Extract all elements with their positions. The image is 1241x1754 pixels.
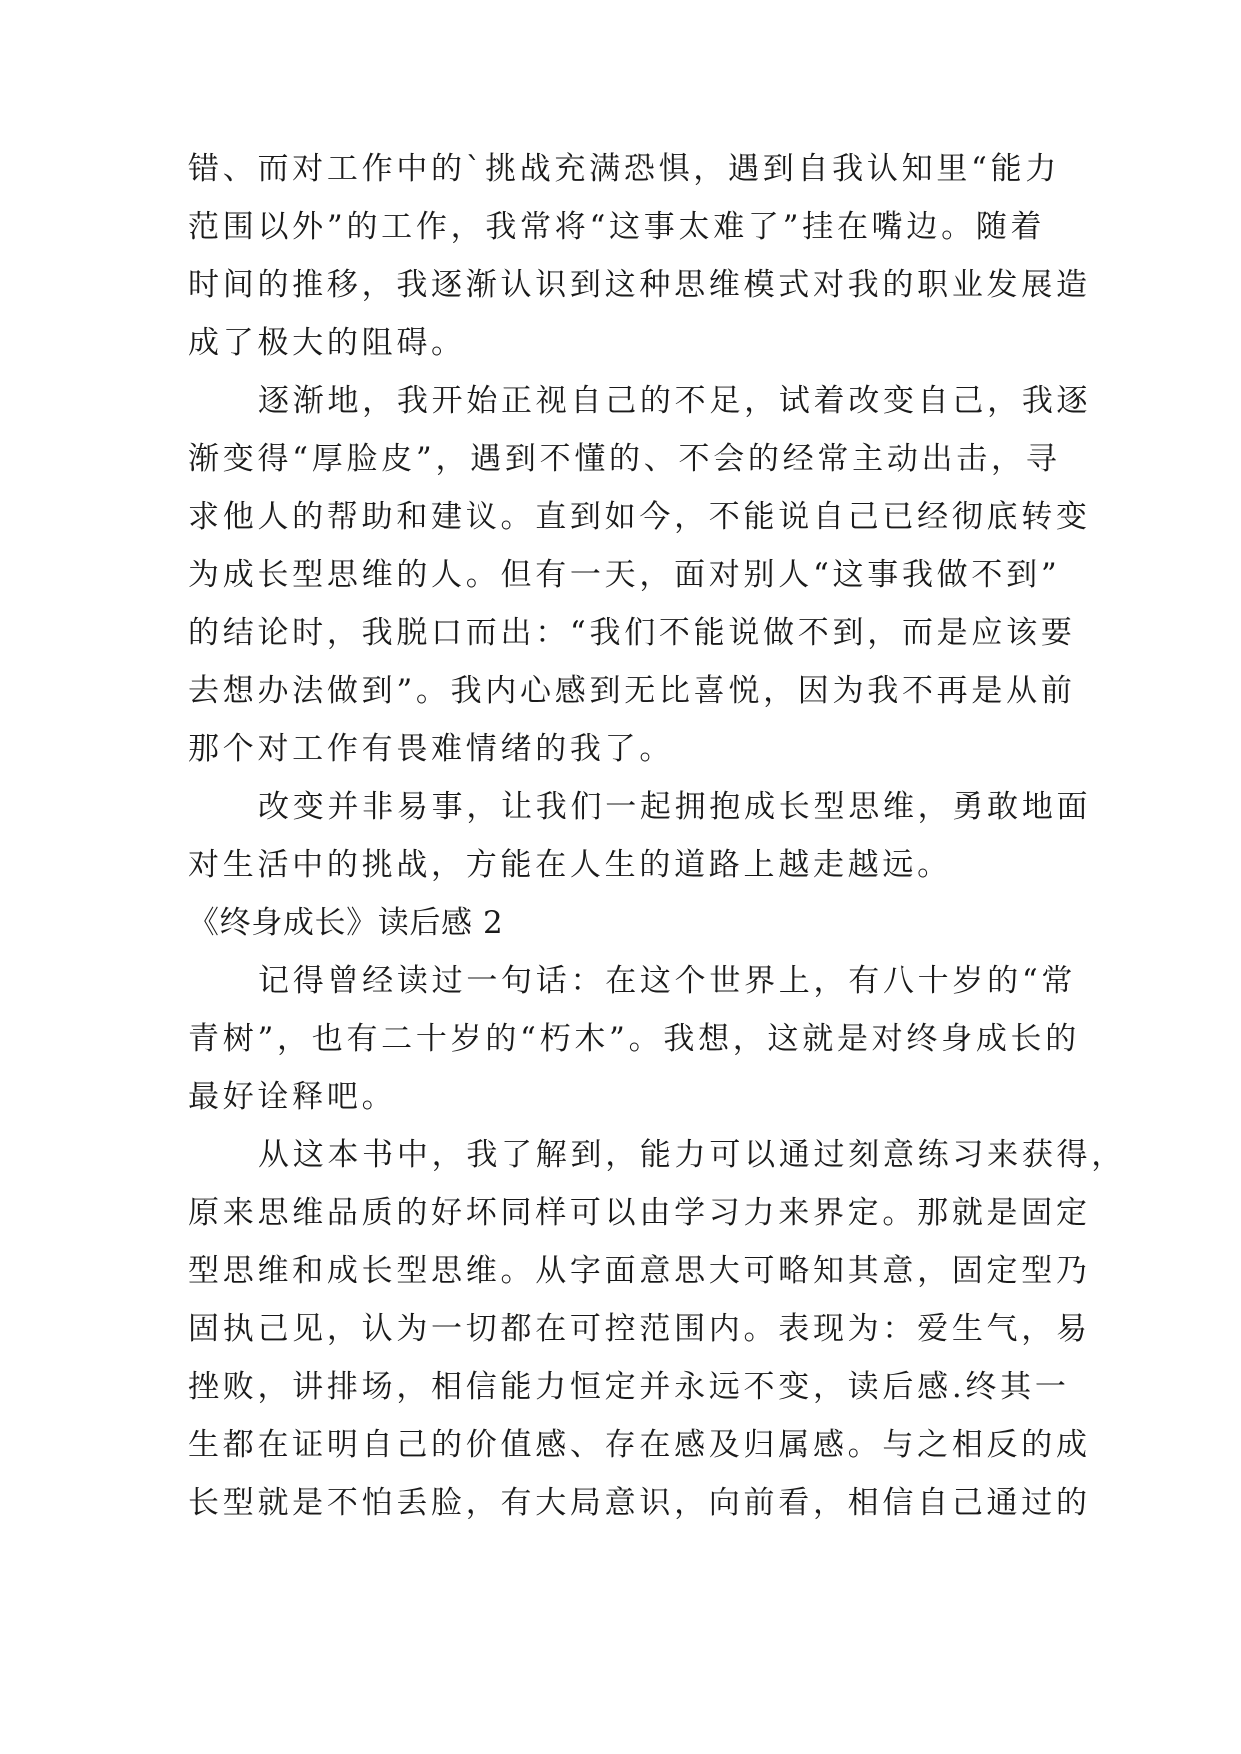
text-line: 最好诠释吧。: [188, 1079, 397, 1115]
paragraph-first-line: 逐渐地，我开始正视自己的不足，试着改变自己，我逐: [258, 383, 1092, 419]
paragraph-first-line: 记得曾经读过一句话：在这个世界上，有八十岁的“常: [258, 963, 1077, 999]
text-line: 青树”，也有二十岁的“朽木”。我想，这就是对终身成长的: [188, 1021, 1080, 1057]
text-line: 时间的推移，我逐渐认识到这种思维模式对我的职业发展造: [188, 267, 1091, 303]
text-line: 挫败，讲排场，相信能力恒定并永远不变，读后感.终其一: [188, 1369, 1070, 1405]
document-body: [188, 140, 1126, 1532]
text-line: 范围以外”的工作，我常将“这事太难了”挂在嘴边。随着: [188, 209, 1046, 245]
text-line: 那个对工作有畏难情绪的我了。: [188, 731, 675, 767]
text-line: 型思维和成长型思维。从字面意思大可略知其意，固定型乃: [188, 1253, 1091, 1289]
text-line: 固执己见，认为一切都在可控范围内。表现为：爱生气，易: [188, 1311, 1091, 1347]
section-heading: 《终身成长》读后感 2: [188, 905, 504, 941]
text-line: 的结论时，我脱口而出：“我们不能说做不到，而是应该要: [188, 615, 1076, 651]
text-line: 错、而对工作中的`挑战充满恐惧，遇到自我认知里“能力: [188, 151, 1061, 187]
text-line: 去想办法做到”。我内心感到无比喜悦，因为我不再是从前: [188, 673, 1076, 709]
text-line: 为成长型思维的人。但有一天，面对别人“这事我做不到”: [188, 557, 1061, 593]
text-line: 生都在证明自己的价值感、存在感及归属感。与之相反的成: [188, 1427, 1091, 1463]
text-line: 原来思维品质的好坏同样可以由学习力来界定。那就是固定: [188, 1195, 1091, 1231]
text-line: 成了极大的阻碍。: [188, 325, 466, 361]
text-line: 对生活中的挑战，方能在人生的道路上越走越远。: [188, 847, 952, 883]
text-line: 渐变得“厚脸皮”，遇到不懂的、不会的经常主动出击，寻: [188, 441, 1061, 477]
text-line: 长型就是不怕丢脸，有大局意识，向前看，相信自己通过的: [188, 1485, 1091, 1521]
text-line: 求他人的帮助和建议。直到如今，不能说自己已经彻底转变: [188, 499, 1091, 535]
paragraph-first-line: 改变并非易事，让我们一起拥抱成长型思维，勇敢地面: [258, 789, 1092, 825]
paragraph-first-line: 从这本书中，我了解到，能力可以通过刻意练习来获得，: [258, 1137, 1126, 1173]
